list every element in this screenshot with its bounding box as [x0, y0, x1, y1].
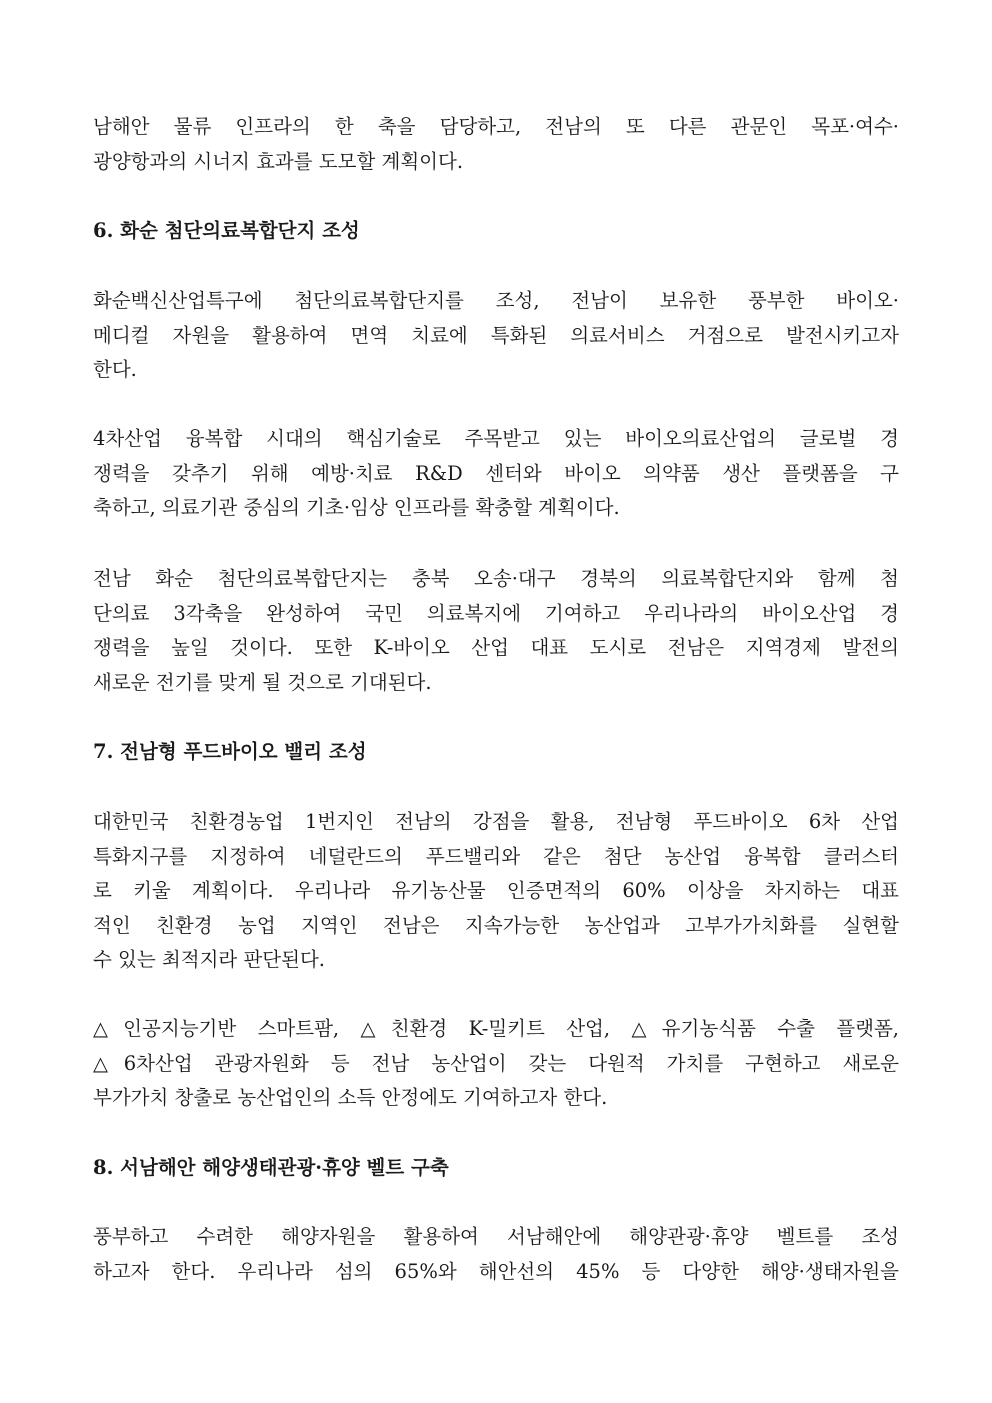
- paragraph-food-bio-valley: [93, 805, 899, 978]
- section-heading-7: 7. 전남형 푸드바이오 밸리 조성: [93, 740, 367, 763]
- paragraph-line: 쟁력을 높일 것이다. 또한 K-바이오 산업 대표 도시로 전남은 지역경제 발전의: [93, 636, 899, 659]
- paragraph-line: △인공지능기반 스마트팜, △친환경 K-밀키트 산업, △유기농식품 수출 플랫폼,: [93, 1017, 899, 1040]
- paragraph-line: 한다.: [93, 358, 137, 381]
- paragraph-line: 쟁력을 갖추기 위해 예방·치료 R&D 센터와 바이오 의약품 생산 플랫폼을 구: [93, 461, 899, 485]
- paragraph-line: 새로운 전기를 맞게 될 것으로 기대된다.: [93, 670, 432, 694]
- paragraph-line: 단의료 3각축을 완성하여 국민 의료복지에 기여하고 우리나라의 바이오산업 경: [93, 601, 899, 625]
- paragraph-line: 풍부하고 수려한 해양자원을 활용하여 서남해안에 해양관광·휴양 벨트를 조성: [93, 1225, 899, 1248]
- paragraph-line: 수 있는 최적지라 판단된다.: [93, 948, 326, 971]
- paragraph-line: 적인 친환경 농업 지역인 전남은 지속가능한 농산업과 고부가가치화를 실현할: [93, 913, 899, 937]
- paragraph-line: 대한민국 친환경농업 1번지인 전남의 강점을 활용, 전남형 푸드바이오 6차 산업: [93, 810, 899, 833]
- paragraph-line: △6차산업 관광자원화 등 전남 농산업이 갖는 다원적 가치를 구현하고 새로운: [93, 1051, 899, 1075]
- paragraph-marine-tourism: [93, 1220, 899, 1289]
- paragraph-line: 메디컬 자원을 활용하여 면역 치료에 특화된 의료서비스 거점으로 발전시키고자: [93, 323, 899, 347]
- paragraph-smart-farm: [93, 1012, 899, 1116]
- paragraph-line: 로 키울 계획이다. 우리나라 유기농산물 인증면적의 60% 이상을 차지하는 대표: [93, 879, 899, 902]
- paragraph-line: 전남 화순 첨단의료복합단지는 충북 오송·대구 경북의 의료복합단지와 함께 첨: [93, 567, 899, 590]
- paragraph-line: 화순백신산업특구에 첨단의료복합단지를 조성, 전남이 보유한 풍부한 바이오·: [93, 289, 899, 312]
- paragraph-logistics: [93, 110, 899, 179]
- section-heading-6: 6. 화순 첨단의료복합단지 조성: [93, 219, 360, 242]
- paragraph-line: 4차산업 융복합 시대의 핵심기술로 주목받고 있는 바이오의료산업의 글로벌 경: [93, 427, 899, 450]
- paragraph-line: 특화지구를 지정하여 네덜란드의 푸드밸리와 같은 첨단 농산업 융복합 클러스터: [93, 844, 899, 868]
- paragraph-line: 남해안 물류 인프라의 한 축을 담당하고, 전남의 또 다른 관문인 목포·여수·: [93, 115, 899, 138]
- paragraph-line: 부가가치 창출로 농산업인의 소득 안정에도 기여하고자 한다.: [93, 1086, 608, 1109]
- paragraph-three-axis: [93, 562, 899, 700]
- paragraph-line: 광양항과의 시너지 효과를 도모할 계획이다.: [93, 149, 464, 173]
- paragraph-hwasun-complex: [93, 284, 899, 388]
- paragraph-line: 하고자 한다. 우리나라 섬의 65%와 해안선의 45% 등 다양한 해양·생태자원을: [93, 1259, 899, 1283]
- section-heading-8: 8. 서남해안 해양생태관광·휴양 벨트 구축: [93, 1156, 449, 1179]
- paragraph-line: 축하고, 의료기관 중심의 기초·임상 인프라를 확충할 계획이다.: [93, 496, 620, 519]
- paragraph-bio-medical: [93, 422, 899, 526]
